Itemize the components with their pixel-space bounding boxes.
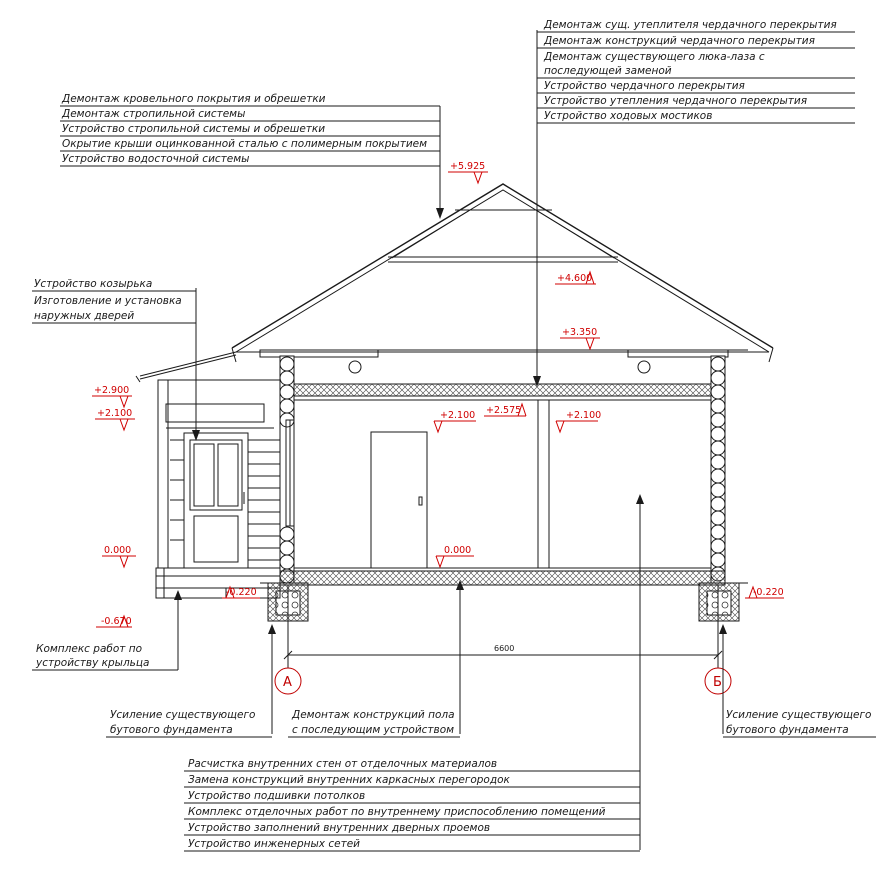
porch-complex-leader [174,590,182,670]
partition [538,400,549,568]
level-porch-door [95,408,135,430]
axis-b-label: Б [713,675,722,690]
ceiling-note: Устройство утепления чердачного перекрытия [544,95,808,107]
level-porch-door-label: +2.100 [97,408,133,419]
foundation-left-line: бутового фундамента [110,724,233,736]
interior-note: Замена конструкций внутренних каркасных перегородок [188,774,510,786]
foundation-right-line: бутового фундамента [726,724,849,736]
level-ridge [448,161,488,183]
foundation-right-line: Усиление существующего [726,709,872,721]
level-ridge-label: +5.925 [450,161,486,172]
porch [136,352,280,598]
level-eave [560,327,600,349]
porch-note: наружных дверей [34,310,135,322]
level-ground-left [222,587,260,598]
foundation-left-line: Усиление существующего [110,709,256,721]
ceiling-note: Демонтаж сущ. утеплителя чердачного перекрытия [544,19,837,31]
porch-complex-note [32,643,178,670]
roof-callout-leader [436,106,444,219]
interior-callout-leader [636,494,644,850]
porch-complex-line: Комплекс работ по [36,643,143,655]
level-ground-right [745,587,784,598]
ceiling-note: Устройство чердачного перекрытия [544,80,745,92]
roof-works-notes [60,93,440,166]
level-eave-label: +3.350 [562,327,598,338]
roof-note: Демонтаж кровельного покрытия и обрешетки [62,93,326,105]
interior-note: Устройство подшивки потолков [188,790,366,802]
porch-note: Устройство козырька [34,278,153,290]
roof-note: Демонтаж стропильной системы [62,108,246,120]
level-porch-roof [92,385,132,407]
level-partition-label: +2.575 [486,405,522,416]
axis-b [705,668,731,694]
attic-floor [294,384,711,400]
level-room-left [434,410,476,432]
level-steps [96,616,132,627]
porch-works-notes [32,278,196,323]
interior-note: Устройство заполнений внутренних дверных проемов [188,822,491,834]
floor-works-note [288,709,460,737]
level-porch-roof-label: +2.900 [94,385,130,396]
floor-note-line: Демонтаж конструкций пола [292,709,455,721]
level-attic-label: +4.600 [557,273,593,284]
level-porch-floor-label: 0.000 [104,545,132,556]
level-room-right-label: +2.100 [566,410,602,421]
dimension-span-label: 6600 [494,644,515,653]
axis-a [275,625,301,694]
level-attic [555,272,596,284]
log-wall-right [711,356,725,583]
level-ground-left-label: -0.220 [226,587,257,598]
dimension-line [284,585,722,668]
roof [232,184,773,373]
porch-complex-line: устройству крыльца [36,657,150,669]
foundation-left-note [106,709,272,737]
level-room-left-label: +2.100 [440,410,476,421]
interior-note: Расчистка внутренних стен от отделочных материалов [188,758,498,770]
roof-note: Устройство водосточной системы [62,153,250,165]
ceiling-note: Устройство ходовых мостиков [544,110,713,122]
foundation-left [260,583,308,621]
ceiling-works-notes [537,19,855,123]
ceiling-note: Демонтаж существующего люка-лаза с [544,51,765,63]
floor-callout-leader [456,580,464,734]
porch-note: Изготовление и установка [34,295,182,307]
level-floor-label: 0.000 [444,545,472,556]
log-wall-left [280,356,294,583]
level-floor [436,545,474,567]
interior-note: Устройство инженерных сетей [188,838,360,850]
level-ground-right-label: -0.220 [753,587,784,598]
ground-floor [280,568,725,585]
interior-door [371,432,427,568]
level-steps-label: -0.670 [101,616,132,627]
roof-note: Окрытие крыши оцинкованной сталью с полимерным покрытием [62,138,428,150]
roof-note: Устройство стропильной системы и обрешетки [62,123,326,135]
interior-works-notes [184,758,640,851]
axis-a-label: А [283,675,292,690]
foundation-right-note [723,709,876,737]
ceiling-note: Демонтаж конструкций чердачного перекрытия [544,35,815,47]
floor-note-line: с последующим устройством [292,724,455,736]
level-room-right [556,410,601,432]
foundation-right [699,583,748,621]
interior-note: Комплекс отделочных работ по внутреннему приспособлению помещений [188,806,606,818]
level-partition [484,404,526,416]
level-porch-floor [102,545,136,567]
ceiling-note: последующей заменой [544,65,672,77]
